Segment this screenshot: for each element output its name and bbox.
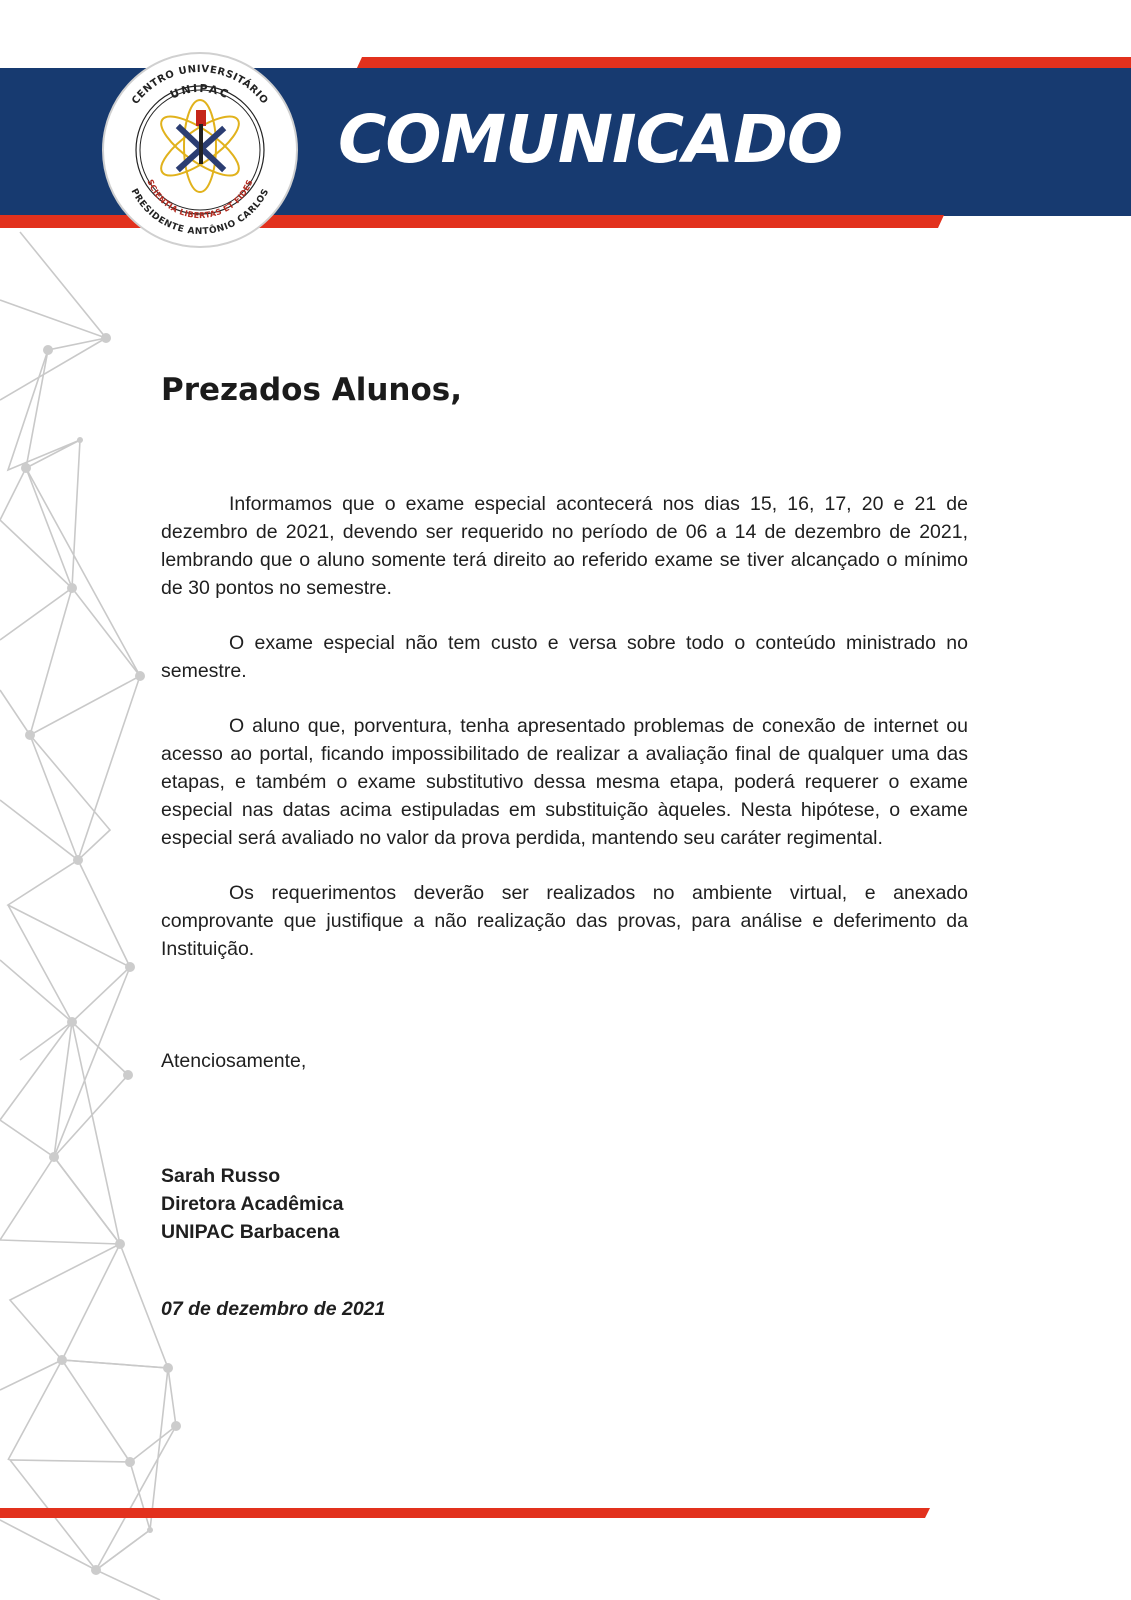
paragraph-4: Os requerimentos deverão ser realizados no ambiente virtual, e anexado comprovante que justifique a não realização das provas, para análise e deferimento da Instituição.	[161, 882, 968, 960]
letter-closing: Atenciosamente,	[161, 1050, 307, 1072]
header-title: COMUNICADO	[338, 101, 843, 178]
letter-date: 07 de dezembro de 2021	[161, 1298, 386, 1320]
signature-block	[161, 1162, 343, 1246]
footer-red-bar	[0, 1508, 930, 1518]
letter-body	[161, 490, 968, 990]
seal-motto: SCIENTIA LIBERTAS ET FIDES	[145, 178, 255, 221]
paragraph-1: Informamos que o exame especial acontecerá nos dias 15, 16, 17, 20 e 21 de dezembro de 2021, devendo ser requerido no período de 06 a 14 de dezembro de 2021, lembrando que o aluno somente terá direito ao referido exame se tiver alcançado o mínimo de 30 pontos no semestre.	[161, 493, 968, 599]
network-lines	[0, 232, 176, 1600]
torch-icon	[196, 110, 206, 126]
signature-role: Diretora Acadêmica	[161, 1193, 344, 1215]
seal-bottom-text: PRESIDENTE ANTÔNIO CARLOS	[128, 187, 272, 238]
signature-institution: UNIPAC Barbacena	[161, 1221, 340, 1243]
letter-greeting: Prezados Alunos,	[161, 372, 463, 408]
unipac-seal-logo	[100, 50, 300, 250]
paragraph-2: O exame especial não tem custo e versa sobre todo o conteúdo ministrado no semestre.	[161, 632, 968, 682]
paragraph-3: O aluno que, porventura, tenha apresentado problemas de conexão de internet ou acesso ao portal, ficando impossibilitado de realizar a avaliação final de qualquer uma das etapas, e também o exame substitutivo dessa mesma etapa, poderá requerer o exame especial nas datas acima estipuladas em substituição àqueles. Nesta hipótese, o exame especial será avaliado no valor da prova perdida, mantendo seu caráter regimental.	[161, 715, 968, 849]
seal-inner-text: UNIPAC	[168, 81, 232, 102]
seal-top-text: CENTRO UNIVERSITÁRIO	[130, 63, 270, 107]
signature-name: Sarah Russo	[161, 1165, 281, 1187]
